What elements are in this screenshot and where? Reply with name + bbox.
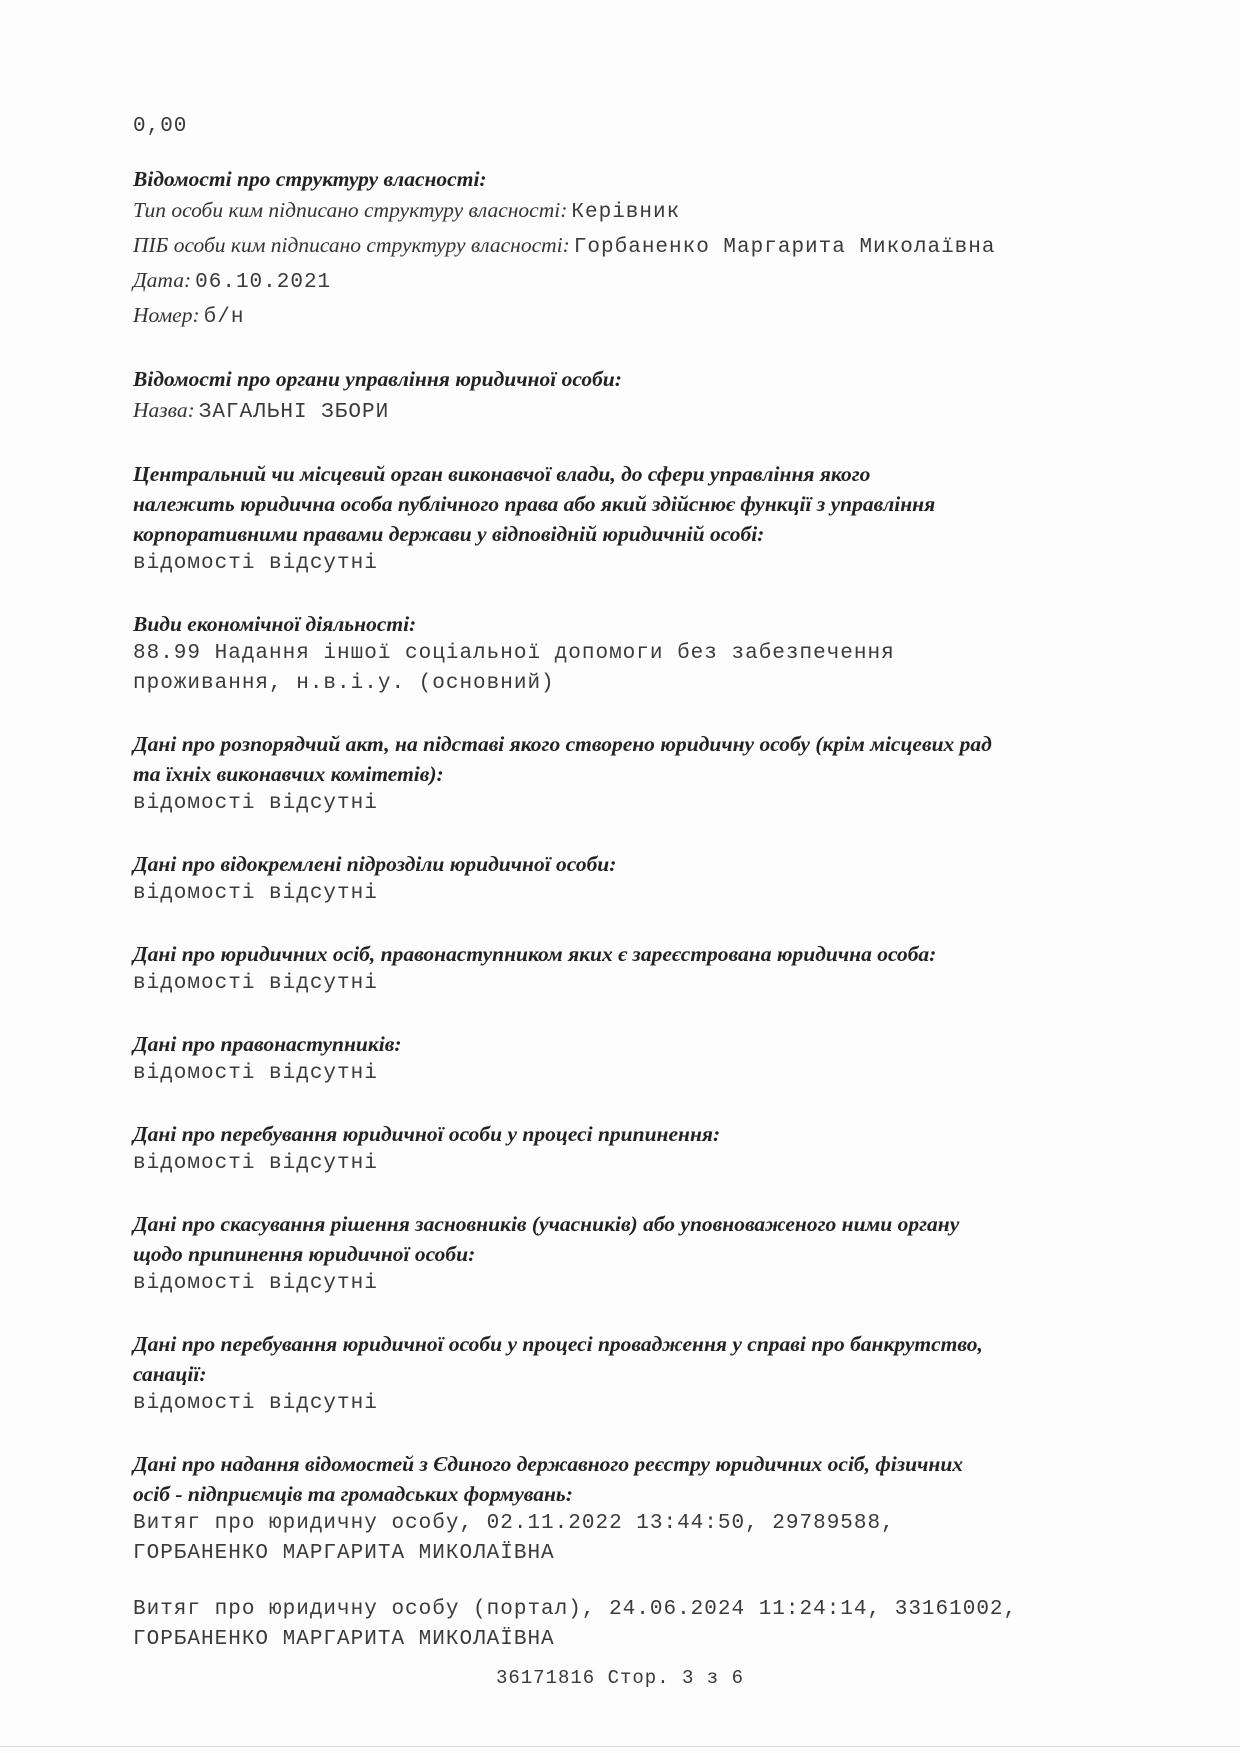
field-value: Горбаненко Маргарита Миколаївна	[573, 236, 996, 259]
signer-type-row	[133, 194, 1133, 229]
date-row	[133, 264, 1133, 299]
section-termination-cancel	[133, 1209, 1133, 1299]
section-value: відомості відсутні	[133, 552, 378, 575]
section-heading-line: Дані про скасування рішення засновників (учасників) або уповноваженого ними органу	[133, 1212, 960, 1236]
section-governance	[133, 364, 1133, 429]
section-value-line: проживання, н.в.і.у. (основний)	[133, 672, 555, 695]
section-heading: Дані про правонаступників:	[133, 1032, 402, 1056]
section-predecessors	[133, 939, 1133, 999]
section-value: відомості відсутні	[133, 1392, 378, 1415]
extract-entry-line: ГОРБАНЕНКО МАРГАРИТА МИКОЛАЇВНА	[133, 1542, 555, 1565]
field-label: Тип особи ким підписано структуру власності:	[133, 198, 568, 222]
field-label: Номер:	[133, 303, 200, 327]
section-extracts	[133, 1449, 1133, 1655]
section-heading: Дані про юридичних осіб, правонаступником яких є зареєстрована юридична особа:	[133, 942, 937, 966]
top-value: 0,00	[133, 115, 188, 138]
field-value: Керівник	[571, 201, 681, 224]
section-heading-line: щодо припинення юридичної особи:	[133, 1242, 476, 1266]
section-value-line: 88.99 Надання іншої соціальної допомоги без забезпечення	[133, 642, 895, 665]
field-label: Дата:	[133, 268, 192, 292]
section-heading-line: санації:	[133, 1362, 207, 1386]
section-heading: Види економічної діяльності:	[133, 612, 417, 636]
section-heading-line: Центральний чи місцевий орган виконавчої влади, до сфери управління якого	[133, 462, 871, 486]
section-activities	[133, 609, 1133, 699]
section-value: відомості відсутні	[133, 792, 378, 815]
section-heading-line: Дані про перебування юридичної особи у процесі провадження у справі про банкрутство,	[133, 1332, 983, 1356]
field-value: б/н	[203, 306, 245, 329]
section-heading: Дані про відокремлені підрозділи юридичної особи:	[133, 852, 617, 876]
section-bankruptcy	[133, 1329, 1133, 1419]
section-successors	[133, 1029, 1133, 1089]
section-termination	[133, 1119, 1133, 1179]
section-heading: Дані про перебування юридичної особи у процесі припинення:	[133, 1122, 721, 1146]
number-row	[133, 299, 1133, 334]
page-footer: 36171816 Стор. 3 з 6	[495, 1667, 745, 1689]
section-founding-act	[133, 729, 1133, 819]
section-heading-line: Дані про розпорядчий акт, на підставі якого створено юридичну особу (крім місцевих рад	[133, 732, 992, 756]
section-heading: Відомості про органи управління юридичної особи:	[133, 367, 622, 391]
section-value: відомості відсутні	[133, 1062, 378, 1085]
document-body	[133, 112, 1133, 1655]
section-central-authority	[133, 459, 1133, 579]
field-value: 06.10.2021	[195, 271, 332, 294]
extract-entry-line: ГОРБАНЕНКО МАРГАРИТА МИКОЛАЇВНА	[133, 1628, 555, 1651]
governance-name-row	[133, 394, 1133, 429]
field-label: ПІБ особи ким підписано структуру власності:	[133, 233, 570, 257]
section-subdivisions	[133, 849, 1133, 909]
signer-name-row	[133, 229, 1133, 264]
extract-entry-line: Витяг про юридичну особу, 02.11.2022 13:44:50, 29789588,	[133, 1512, 895, 1535]
section-value: відомості відсутні	[133, 1272, 378, 1295]
section-heading-line: та їхніх виконавчих комітетів):	[133, 762, 444, 786]
section-heading-line: корпоративними правами держави у відповідній юридичній особі:	[133, 522, 765, 546]
section-heading-line: осіб - підприємців та громадських формувань:	[133, 1482, 573, 1506]
section-value: відомості відсутні	[133, 1152, 378, 1175]
section-ownership	[133, 164, 1133, 334]
section-value: відомості відсутні	[133, 972, 378, 995]
extract-entry-line: Витяг про юридичну особу (портал), 24.06.2024 11:24:14, 33161002,	[133, 1598, 1018, 1621]
section-value: відомості відсутні	[133, 882, 378, 905]
field-value: ЗАГАЛЬНІ ЗБОРИ	[198, 401, 390, 424]
field-label: Назва:	[133, 398, 195, 422]
section-heading-line: належить юридична особа публічного права або який здійснює функції з управління	[133, 492, 936, 516]
section-heading-line: Дані про надання відомостей з Єдиного державного реєстру юридичних осіб, фізичних	[133, 1452, 964, 1476]
section-heading: Відомості про структуру власності:	[133, 167, 487, 191]
